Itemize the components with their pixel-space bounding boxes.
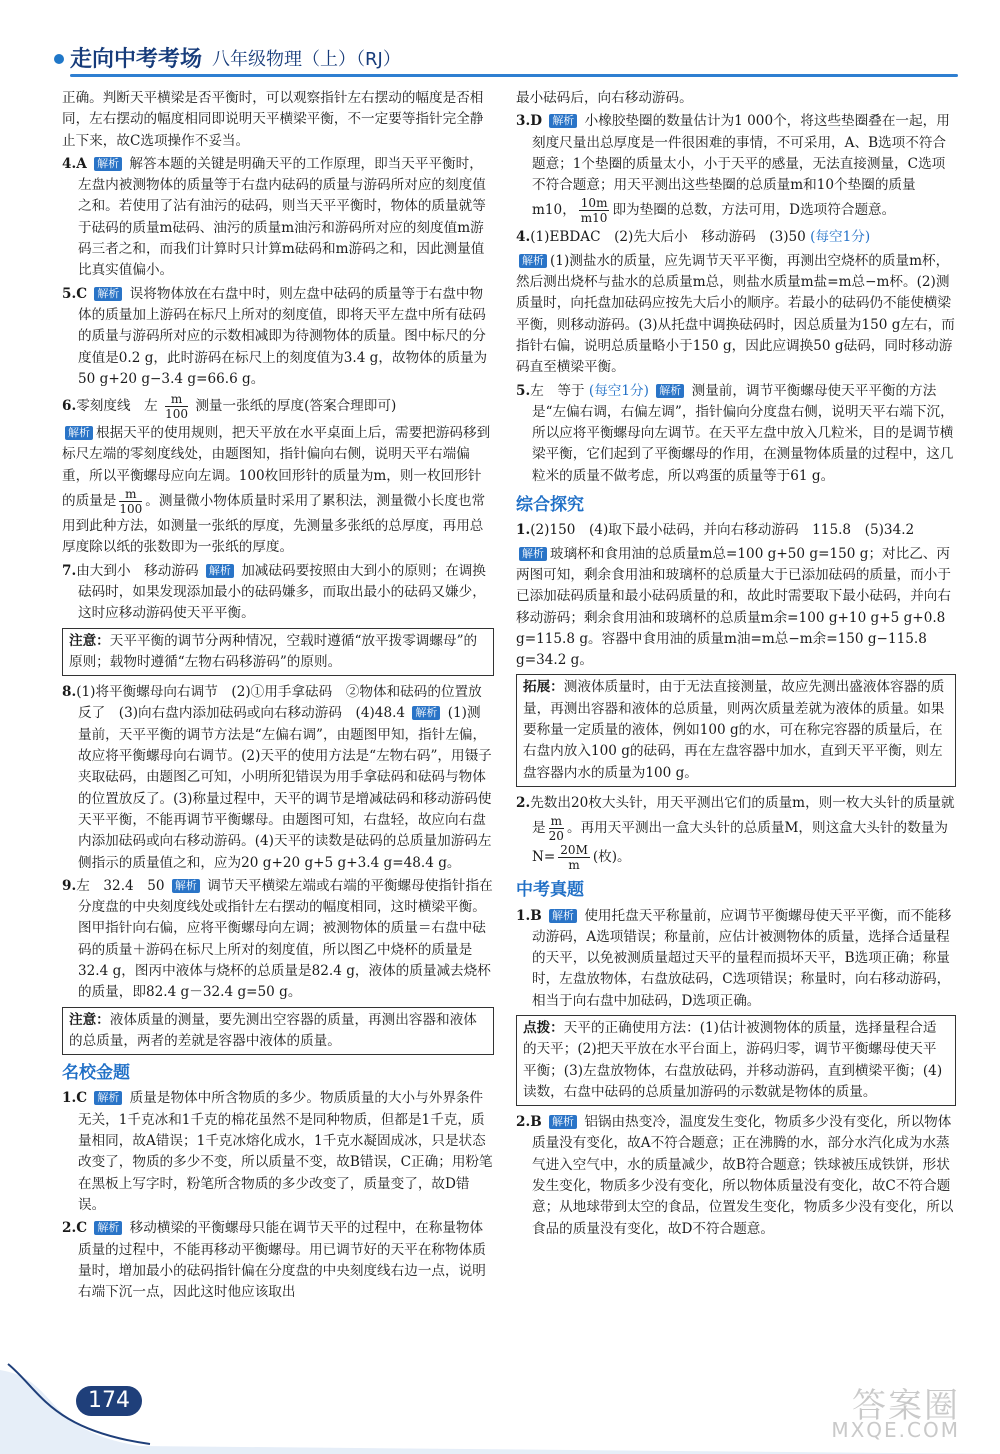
analysis-tag: 解析 <box>549 1115 577 1129</box>
answer-item-5: 5.C 解析 误将物体放在右盘中时，则左盘中砝码的质量等于右盘中物体的质量加上游码在标尺上所对的刻度值，即将天平左盘中所有砝码的质量与游码所对应的示数相减即为待测物体的质量。图中标尺的分度值是0.2 g，此时游码在标尺上的刻度值为3.4 g，故物体的质量为50 g+20 g−3.4 g=66.6 g。 <box>62 285 488 387</box>
left-continued-text: 正确。判断天平横梁是否平衡时，可以观察指针左右摆动的幅度是否相同，左右摆动的幅度相同即说明天平横梁平衡，不一定要等指针完全静止下来，故C选项操作不妥当。 <box>62 90 484 149</box>
answer-item-8: 8.(1)将平衡螺母向右调节 (2)①用手拿砝码 ②物体和砝码的位置放反了 (3)向右盘内添加砝码或向右移动游码 (4)48.4 解析 (1)测量前，天平平衡的调节方法是“左偏右调”，由题图甲知，指针左偏，故应将平衡螺母向右调节。(2)天平的使用方法是“左物右码”，用镊子夹取砝码，由题图乙可知，小明所犯错误为用手拿砝码和砝码与物体的位置放反了。(3)称量过程中，天平的调节是增减砝码和移动游码使天平平衡，不能再调节平衡螺母。由题图可知，右盘轻，故应向右盘内添加砝码或向右移动游码。(4)天平的读数是砝码的总质量加游码左侧指示的质量值之和，应为20 g+20 g+5 g+3.4 g=48.4 g。 <box>62 684 492 871</box>
tip-box: 点拨：天平的正确使用方法：(1)估计被测物体的质量，选择量程合适的天平；(2)把天平放在水平台面上，游码归零，调节平衡螺母使天平平衡；(3)左盘放物体，右盘放砝码，并移动游码，直到横梁平衡；(4)读数，右盘中砝码的总质量加游码的示数就是物体的质量。 <box>516 1015 956 1106</box>
subject-title: 八年级物理（上）（RJ） <box>212 49 401 70</box>
answer-item-4: 4.A 解析 解答本题的关键是明确天平的工作原理，即当天平平衡时，左盘内被测物体的质量等于右盘内砝码的质量与游码所对应的刻度值之和。若使用了沾有油污的砝码，则当天平平衡时，物体的质量就等于砝码的质量m砝码、油污的质量m油污和游码所对应的刻度值m游码三者之和，而我们计算时只计算m砝码和m游码之和，因此测量值比真实值偏小。 <box>62 155 486 279</box>
fraction: $\frac{m}{20}$ <box>548 814 564 844</box>
left-column <box>62 88 494 1305</box>
note-box: 注意：天平平衡的调节分两种情况，空载时遵循“放平拨零调螺母”的原则；载物时遵循“左物右码移游码”的原则。 <box>62 628 494 677</box>
analysis-tag: 解析 <box>206 564 234 578</box>
analysis-tag: 解析 <box>65 426 93 440</box>
answer-item-6-analysis: 解析 根据天平的使用规则，把天平放在水平桌面上后，需要把游码移到标尺左端的零刻度线处，由题图知，指针偏向右侧，说明天平右端偏重，所以平衡螺母应向左调。100枚回形针的质量为m，则一枚回形针的质量是 $\frac{m}{100}$ 。测量微小物体质量时采用了累积法，测量微小长度也常用到此种方法，如测量一张纸的厚度，先测量多张纸的总厚度，再用总厚度除以纸的张数即为一张纸的厚度。 <box>62 425 491 556</box>
exam-item-1: 1.B 解析 使用托盘天平称量前，应调节平衡螺母使天平平衡，而不能移动游码，A选项错误；称量前，应估计被测物体的质量，选择合适量程的天平，以免被测质量超过天平的量程而损坏天平，B选项正确；称量时，左盘放物体，右盘放砝码，C选项错误；称量时，向右移动游码，相当于向右盘中加砝码，D选项正确。 <box>516 907 952 1009</box>
right-continued-text: 最小砝码后，向右移动游码。 <box>516 90 693 106</box>
fraction: $\frac{m}{100}$ <box>165 392 188 422</box>
fraction: $\frac{20M}{m}$ <box>560 843 588 873</box>
school-item-2: 2.C 解析 移动横梁的平衡螺母只能在调节天平的过程中，在称量物体质量的过程中，不能再移动平衡螺母。用已调节好的天平在称物体质量时，增加最小的砝码指针偏在分度盘的中央刻度线右边一点，说明右端下沉一点，因此这时他应该取出 <box>62 1220 486 1301</box>
analysis-tag: 解析 <box>519 254 547 268</box>
analysis-tag: 解析 <box>656 384 684 398</box>
analysis-tag: 解析 <box>412 706 440 720</box>
page-header <box>40 40 960 76</box>
section-title-exam: 中考真题 <box>516 880 584 901</box>
extension-box: 拓展：测液体质量时，由于无法直接测量，故应先测出盛液体容器的质量，再测出容器和液体的总质量，则两次质量差就为液体的质量。如果要称量一定质量的液体，例如100 g的水，可在称完容器的质量后，在右盘内放入100 g的砝码，再在左盘容器中加水，直到天平平衡，则左盘容器内水的质量为100 g。 <box>516 674 956 786</box>
answer-item-4-right-analysis: 解析 (1)测盐水的质量，应先调节天平平衡，再测出空烧杯的质量m杯，然后测出烧杯与盐水的总质量m总，则盐水质量m盐=m总−m杯。(2)测质量时，向托盘加砝码应按先大后小的顺序。若最小的砝码仍不能使横梁平衡，则移动游码。(3)从托盘中调换砝码时，因总质量为150 g左右，而指针右偏，说明总质量略小于150 g，因此应调换50 g砝码，同时移动游码直至横梁平衡。 <box>516 252 955 376</box>
page-number: 174 <box>76 1386 142 1416</box>
series-title: 走向中考考场 <box>70 47 203 72</box>
explore-item-2: 2.先数出20枚大头针，用天平测出它们的质量m，则一枚大头针的质量就是 $\frac{m}{20}$ 。再用天平测出一盒大头针的总质量M，则这盒大头针的数量为N= $\frac{20M}{m}$ (枚)。 <box>516 794 955 873</box>
section-title-explore: 综合探究 <box>516 495 584 516</box>
answer-item-7: 7.由大到小 移动游码 解析 加减砝码要按照由大到小的原则；在调换砝码时，如果发现添加最小的砝码嫌多，而取出最小的砝码又嫌少，这时应移动游码使天平平衡。 <box>62 562 486 622</box>
analysis-tag: 解析 <box>94 287 122 301</box>
answer-item-9: 9.左 32.4 50 解析 调节天平横梁左端或右端的平衡螺母使指针指在分度盘的中央刻度线处或指针左右摆动的幅度相同，这时横梁平衡。图甲指针向右偏，应将平衡螺母向左调；被测物体的质量＝右盘中砝码的质量＋游码在标尺上所对的刻度值，所以图乙中烧杯的质量是32.4 g，图丙中液体与烧杯的总质量是82.4 g，液体的质量减去烧杯的质量，即82.4 g－32.4 g=50 g。 <box>62 877 493 1001</box>
explore-item-1-analysis: 解析 玻璃杯和食用油的总质量m总=100 g+50 g=150 g；对比乙、丙两图可知，剩余食用油和玻璃杯的总质量大于已添加砝码的质量，而小于已添加砝码质量和最小砝码质量的和，故此时需要取下最小砝码，并向右移动游码；剩余食用油和玻璃杯的总质量m余=100 g+10 g+5 g+0.8 g=115.8 g。容器中食用油的质量m油=m总−m余=150 g−115.8 g=34.2 g。 <box>516 545 951 669</box>
answer-item-6: 6.零刻度线 左 $\frac{m}{100}$ 测量一张纸的厚度(答案合理即可) <box>62 392 397 422</box>
answer-item-3: 3.D 解析 小橡胶垫圈的数量估计为1 000个，将这些垫圈叠在一起，用刻度尺量出总厚度是一件很困难的事情，不可采用，A、B选项不符合题意；1个垫圈的质量太小，小于天平的感量，无法直接测量，C选项不符合题意；用天平测出这些垫圈的总质量m和10个垫圈的质量m10， $\frac{10m}{m10}$ 即为垫圈的总数，方法可用，D选项符合题意。 <box>516 113 950 226</box>
fraction: $\frac{10m}{m10}$ <box>580 196 608 226</box>
score-note: (每空1分) <box>810 229 871 246</box>
analysis-tag: 解析 <box>94 1221 122 1235</box>
answer-item-4-right: 4.(1)EBDAC (2)先大后小 移动游码 (3)50 (每空1分) <box>516 229 871 246</box>
analysis-tag: 解析 <box>549 909 577 923</box>
series-logo-icon <box>54 54 64 64</box>
header-divider <box>70 74 958 77</box>
page-footer <box>0 1360 1000 1454</box>
answer-item-5-right: 5.左 等于 (每空1分) 解析 测量前，调节平衡螺母使天平平衡的方法是“左偏右调，右偏左调”，指针偏向分度盘右侧，说明天平右端下沉，所以应将平衡螺母向左调节。在天平左盘中放入几粒米，目的是调节横梁平衡，它们起到了平衡螺母的作用，在测量物体质量的过程中，这几粒米的质量不做考虑，所以鸡蛋的质量等于61 g。 <box>516 382 954 484</box>
school-item-1: 1.C 解析 质量是物体中所含物质的多少。物质质量的大小与外界条件无关，1千克冰和1千克的棉花虽然不是同种物质，但都是1千克，质量相同，故A错误；1千克冰熔化成水，1千克水凝固成冰，只是状态改变了，物质的多少不变，所以质量不变，故B错误，C正确；用粉笔在黑板上写字时，粉笔所含物质的多少改变了，质量变了，故D错误。 <box>62 1090 493 1213</box>
analysis-tag: 解析 <box>94 1091 122 1105</box>
watermark-url: MXQE.COM <box>831 1418 960 1442</box>
fraction: $\frac{m}{100}$ <box>119 487 143 517</box>
note-box: 注意：液体质量的测量，要先测出空容器的质量，再测出容器和液体的总质量，两者的差就是容器中液体的质量。 <box>62 1007 494 1056</box>
analysis-tag: 解析 <box>549 114 577 128</box>
analysis-tag: 解析 <box>94 157 122 171</box>
section-title-school: 名校金题 <box>62 1063 130 1084</box>
explore-item-1: 1.(2)150 (4)取下最小砝码，并向右移动游码 115.8 (5)34.2 <box>516 522 915 539</box>
exam-item-2: 2.B 解析 铝锅由热变冷，温度发生变化，物质多少没有变化，所以物体质量没有变化，故A不符合题意；正在沸腾的水，部分水汽化成为水蒸气进入空气中，水的质量减少，故B符合题意；铁球被压成铁饼，形状发生变化，物质多少没有变化，所以物体质量没有变化，故C不符合题意；从地球带到太空的食品，位置发生变化，物质多少没有变化，所以食品的质量没有变化，故D不符合题意。 <box>516 1114 954 1237</box>
analysis-tag: 解析 <box>519 547 547 561</box>
score-note: (每空1分) <box>588 382 649 399</box>
watermark-logo: 答案圈 <box>852 1386 960 1426</box>
right-column <box>516 88 956 1242</box>
analysis-tag: 解析 <box>172 879 200 893</box>
